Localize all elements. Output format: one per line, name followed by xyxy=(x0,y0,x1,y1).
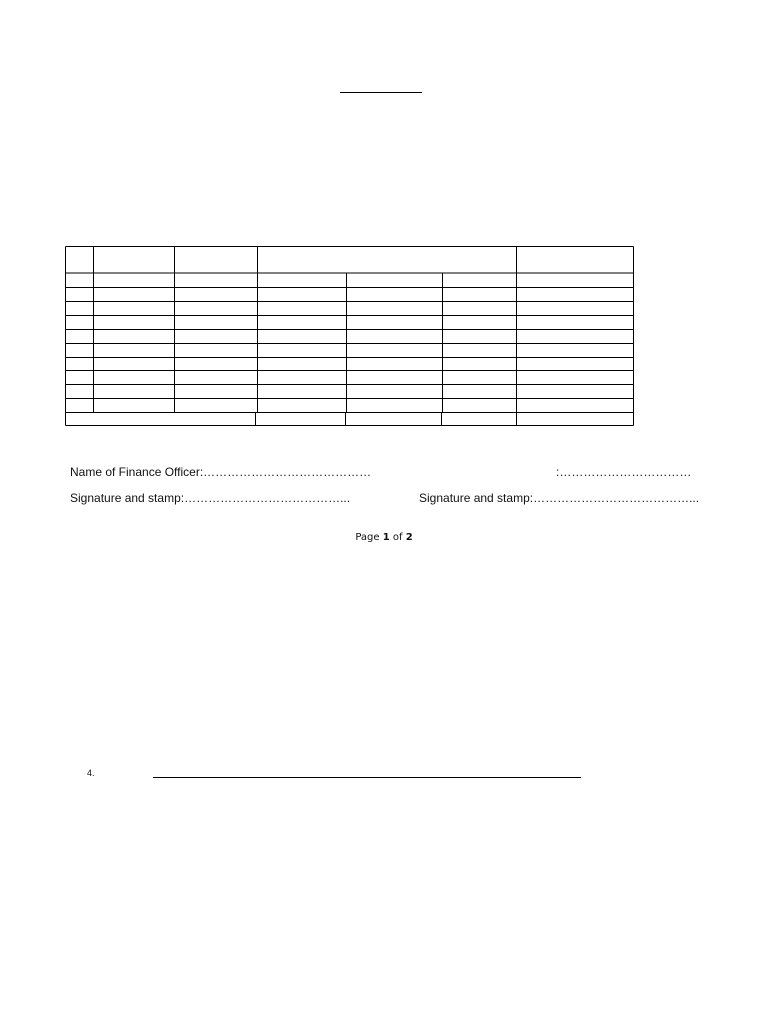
signature-right-label: Signature and stamp: xyxy=(419,491,534,505)
total-pages: 2 xyxy=(405,532,413,543)
signature-left-dots: …………………………………... xyxy=(184,491,351,505)
finance-officer-name-line[interactable] xyxy=(70,465,371,479)
page-word: Page xyxy=(355,532,380,543)
title-underline xyxy=(340,92,422,93)
signature-right-dots: …………………………………... xyxy=(533,491,700,505)
right-field-line[interactable] xyxy=(556,465,691,479)
data-table xyxy=(65,246,634,426)
finance-officer-dots: …………………………………… xyxy=(203,465,372,479)
current-page: 1 xyxy=(382,532,390,543)
finance-officer-label: Name of Finance Officer: xyxy=(70,465,204,479)
item-heading-underline xyxy=(153,777,581,778)
signature-stamp-left[interactable] xyxy=(70,491,350,505)
right-field-dots: …………………………… xyxy=(559,465,692,479)
item-number: 4. xyxy=(87,768,95,778)
page-number xyxy=(0,532,768,543)
signature-left-label: Signature and stamp: xyxy=(70,491,185,505)
of-word: of xyxy=(392,532,403,543)
signature-stamp-right[interactable] xyxy=(419,491,699,505)
right-field-label: : xyxy=(556,465,560,479)
